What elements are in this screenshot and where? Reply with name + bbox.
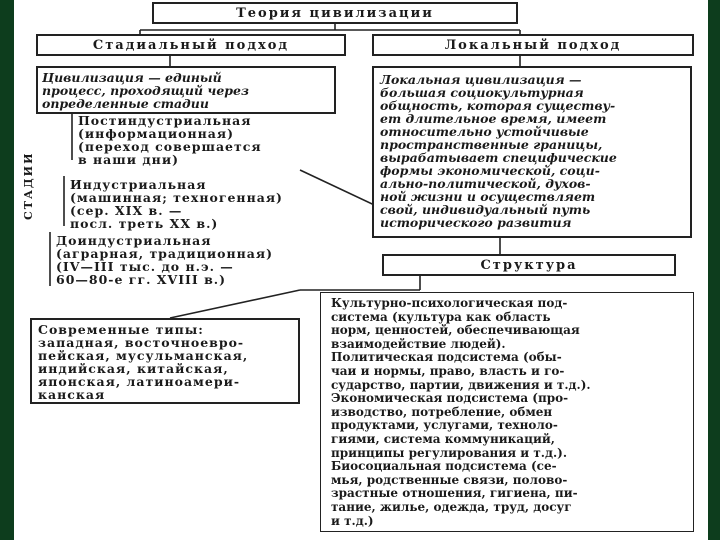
civilization-definition-box bbox=[36, 66, 336, 114]
stadial-approach-header: Стадиальный подход bbox=[92, 38, 290, 53]
civilization-definition: Цивилизация — единый процесс, проходящий через определенные стадии bbox=[42, 70, 249, 111]
local-civilization-definition-box bbox=[372, 66, 692, 238]
stadial-approach-box bbox=[36, 34, 346, 56]
diagram-title: Теория цивилизации bbox=[236, 6, 434, 21]
stage-postindustrial: Постиндустриальная (информационная) (переход совершается в наши дни) bbox=[78, 113, 262, 167]
local-civilization-definition: Локальная цивилизация — большая социокультурная общность, которая существу- ет длительное время, имеет относительно устойчивые пространственные границы, вырабатывает специфические формы экономической, соци- ально-политической, духов- ной жизни и осуществляет свой, индивидуальный путь исторического развития bbox=[380, 72, 617, 230]
stage-preindustrial: Доиндустриальная (аграрная, традиционная) (IV—III тыс. до н.э. — 60—80-е гг. XVIII в.) bbox=[56, 233, 274, 287]
modern-types-box bbox=[30, 318, 300, 404]
stages-label: СТАДИИ bbox=[22, 151, 35, 220]
structure-header: Структура bbox=[480, 258, 578, 273]
local-approach-header: Локальный подход bbox=[444, 38, 622, 53]
structure-box bbox=[382, 254, 676, 276]
local-approach-box bbox=[372, 34, 694, 56]
structure-subsystems: Культурно-психологическая под- система (культура как область норм, ценностей, обеспечивающая взаимодействие людей). Политическая подсистема (обы- чаи и нормы, право, власть и го- сударство, партии, движения и т.д.). Экономическая подсистема (про- изводство, потребление, обмен продуктами, услугами, техноло- гиями, система коммуникаций, принципы регулирования и т.д.). Биосоциальная подсистема (се- мья, родственные связи, полово- зрастные отношения, гигиена, пи- тание, жилье, одежда, труд, досуг и т.д.) bbox=[331, 296, 591, 528]
structure-detail-box bbox=[320, 292, 694, 532]
title-box bbox=[152, 2, 518, 24]
stage-industrial: Индустриальная (машинная; техногенная) (сер. XIX в. — посл. треть XX в.) bbox=[70, 177, 283, 231]
modern-types: Современные типы: западная, восточноевро- пейская, мусульманская, индийская, китайская, японская, латиноамери- канская bbox=[38, 322, 249, 402]
